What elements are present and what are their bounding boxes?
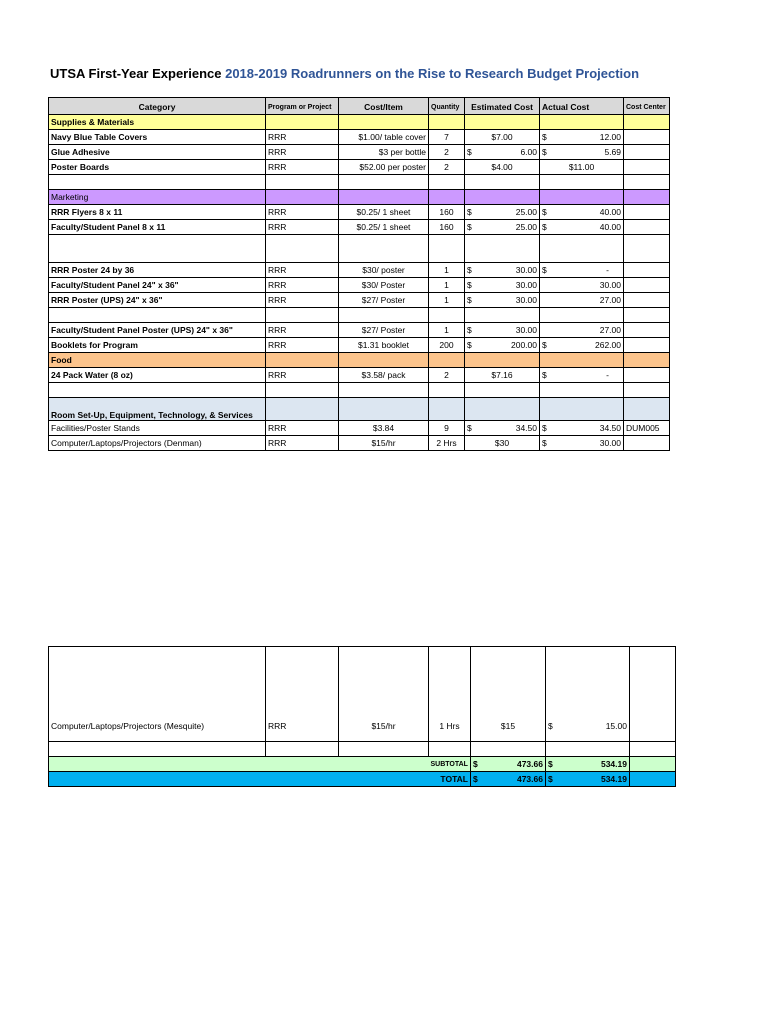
cell-act[interactable]: $ 40.00: [540, 220, 624, 235]
cell-program[interactable]: RRR: [266, 263, 339, 278]
cell-program[interactable]: RRR: [266, 293, 339, 308]
cell-category[interactable]: Booklets for Program: [49, 338, 266, 353]
spacer-row: [49, 383, 670, 398]
total-est[interactable]: $ 473.66: [470, 772, 545, 787]
col-program[interactable]: Program or Project: [266, 98, 339, 115]
table-row: [49, 647, 676, 742]
cell-act[interactable]: $ 34.50: [540, 421, 624, 436]
cell-qty[interactable]: 2: [429, 145, 465, 160]
cell-cost[interactable]: $52.00 per poster: [339, 160, 429, 175]
cell-program[interactable]: RRR: [266, 160, 339, 175]
cell-qty[interactable]: 200: [429, 338, 465, 353]
title-project: 2018-2019 Roadrunners on the Rise to Research Budget Projection: [225, 66, 640, 81]
cell-act[interactable]: 30.00: [540, 278, 624, 293]
cell-cc[interactable]: [624, 145, 670, 160]
cell-act[interactable]: $ 15.00: [545, 647, 629, 742]
cell-qty[interactable]: 9: [429, 421, 465, 436]
cell-cc[interactable]: [624, 205, 670, 220]
cell-act[interactable]: $ 5.69: [540, 145, 624, 160]
cell-category[interactable]: Faculty/Student Panel 8 x 11: [49, 220, 266, 235]
budget-table-continued: [48, 646, 676, 787]
cell-cc[interactable]: DUM005: [624, 421, 670, 436]
cell-est[interactable]: $ 30.00: [465, 263, 540, 278]
cell-qty[interactable]: 1: [429, 293, 465, 308]
cell-cost[interactable]: $1.31 booklet: [339, 338, 429, 353]
cell-est[interactable]: $ 34.50: [465, 421, 540, 436]
cell-program[interactable]: RRR: [266, 205, 339, 220]
cell-act[interactable]: $ -: [540, 263, 624, 278]
cell-cc[interactable]: [624, 338, 670, 353]
table-row: [49, 436, 670, 451]
header-row: [49, 98, 670, 115]
cell-cc[interactable]: [624, 220, 670, 235]
cell-qty[interactable]: 2: [429, 368, 465, 383]
cell-qty[interactable]: 7: [429, 130, 465, 145]
cell-cost[interactable]: $15/hr: [339, 647, 429, 742]
cell-qty[interactable]: 1: [429, 278, 465, 293]
cell-category[interactable]: Facilities/Poster Stands: [49, 421, 266, 436]
cell-cost[interactable]: $30/ poster: [339, 263, 429, 278]
col-category[interactable]: Category: [49, 98, 266, 115]
cell-est[interactable]: $7.00: [465, 130, 540, 145]
cell-cc[interactable]: [624, 160, 670, 175]
table-row: [49, 338, 670, 353]
spacer-row: [49, 308, 670, 323]
cell-program[interactable]: RRR: [266, 130, 339, 145]
section-label[interactable]: Food: [49, 353, 266, 368]
cell-category[interactable]: Faculty/Student Panel 24" x 36": [49, 278, 266, 293]
cell-qty[interactable]: 160: [429, 220, 465, 235]
col-quantity[interactable]: Quantity: [429, 98, 465, 115]
cell-program[interactable]: RRR: [266, 323, 339, 338]
subtotal-est[interactable]: $ 473.66: [470, 757, 545, 772]
cell-est[interactable]: $ 200.00: [465, 338, 540, 353]
cell-category[interactable]: Glue Adhesive: [49, 145, 266, 160]
cell-cc[interactable]: [624, 323, 670, 338]
cell-cc[interactable]: [624, 293, 670, 308]
cell-cc[interactable]: [624, 368, 670, 383]
section-room: [49, 398, 670, 421]
table-row: [49, 263, 670, 278]
cell-category[interactable]: RRR Poster (UPS) 24" x 36": [49, 293, 266, 308]
table-row: [49, 220, 670, 235]
col-cost-center[interactable]: Cost Center: [624, 98, 670, 115]
cell-category[interactable]: Computer/Laptops/Projectors (Denman): [49, 436, 266, 451]
cell-program[interactable]: RRR: [266, 220, 339, 235]
cell-act[interactable]: $ 262.00: [540, 338, 624, 353]
section-marketing: [49, 190, 670, 205]
cell-qty[interactable]: 2 Hrs: [429, 436, 465, 451]
subtotal-row: [49, 757, 676, 772]
section-supplies: [49, 115, 670, 130]
cell-program[interactable]: RRR: [266, 647, 339, 742]
subtotal-label: SUBTOTAL: [429, 757, 471, 772]
cell-act[interactable]: $ 30.00: [540, 436, 624, 451]
cell-cc[interactable]: [629, 647, 675, 742]
cell-est[interactable]: $ 30.00: [465, 278, 540, 293]
cell-cost[interactable]: $0.25/ 1 sheet: [339, 220, 429, 235]
col-estimated[interactable]: Estimated Cost: [465, 98, 540, 115]
cell-act[interactable]: $ 12.00: [540, 130, 624, 145]
cell-cc[interactable]: [624, 130, 670, 145]
cell-qty[interactable]: 160: [429, 205, 465, 220]
cell-program[interactable]: RRR: [266, 421, 339, 436]
cell-category[interactable]: Poster Boards: [49, 160, 266, 175]
cell-category[interactable]: Navy Blue Table Covers: [49, 130, 266, 145]
spacer-row: [49, 742, 676, 757]
table-row: [49, 130, 670, 145]
total-label: TOTAL: [429, 772, 471, 787]
section-food: [49, 353, 670, 368]
cell-act[interactable]: $ -: [540, 368, 624, 383]
cell-cost[interactable]: $1.00/ table cover: [339, 130, 429, 145]
cell-est[interactable]: $15: [470, 647, 545, 742]
cell-cost[interactable]: $30/ Poster: [339, 278, 429, 293]
cell-act[interactable]: 27.00: [540, 293, 624, 308]
cell-cc[interactable]: [624, 278, 670, 293]
cell-est[interactable]: $7.16: [465, 368, 540, 383]
cell-est[interactable]: $ 6.00: [465, 145, 540, 160]
cell-category[interactable]: Computer/Laptops/Projectors (Mesquite): [49, 647, 266, 742]
cell-cost[interactable]: $27/ Poster: [339, 293, 429, 308]
cell-qty[interactable]: 1: [429, 323, 465, 338]
cell-cost[interactable]: $3.84: [339, 421, 429, 436]
cell-est[interactable]: $30: [465, 436, 540, 451]
table-row: [49, 421, 670, 436]
cell-est[interactable]: $ 30.00: [465, 323, 540, 338]
cell-cc[interactable]: [624, 436, 670, 451]
cell-qty[interactable]: 1 Hrs: [429, 647, 471, 742]
cell-est[interactable]: $4.00: [465, 160, 540, 175]
cell-program[interactable]: RRR: [266, 278, 339, 293]
cell-qty[interactable]: 2: [429, 160, 465, 175]
table-row: [49, 293, 670, 308]
table-row: [49, 368, 670, 383]
table-row: [49, 323, 670, 338]
cell-act[interactable]: $ 40.00: [540, 205, 624, 220]
page-title: [50, 66, 639, 81]
cell-cost[interactable]: $27/ Poster: [339, 323, 429, 338]
cell-category[interactable]: RRR Flyers 8 x 11: [49, 205, 266, 220]
cell-program[interactable]: RRR: [266, 338, 339, 353]
cell-act[interactable]: 27.00: [540, 323, 624, 338]
subtotal-act[interactable]: $ 534.19: [545, 757, 629, 772]
table-row: [49, 205, 670, 220]
cell-program[interactable]: RRR: [266, 368, 339, 383]
section-label[interactable]: Marketing: [49, 190, 266, 205]
cell-category[interactable]: Faculty/Student Panel Poster (UPS) 24" x 36": [49, 323, 266, 338]
cell-est[interactable]: $ 25.00: [465, 205, 540, 220]
cell-act[interactable]: $11.00: [540, 160, 624, 175]
section-label[interactable]: Room Set-Up, Equipment, Technology, & Services: [49, 398, 266, 421]
budget-table: [48, 97, 670, 451]
spacer-row: [49, 235, 670, 263]
cell-cost[interactable]: $3.58/ pack: [339, 368, 429, 383]
total-row: [49, 772, 676, 787]
title-org: UTSA First-Year Experience: [50, 66, 226, 81]
table-row: [49, 160, 670, 175]
cell-program[interactable]: RRR: [266, 145, 339, 160]
cell-est[interactable]: $ 25.00: [465, 220, 540, 235]
table-row: [49, 278, 670, 293]
col-actual[interactable]: Actual Cost: [540, 98, 624, 115]
cell-cost[interactable]: $3 per bottle: [339, 145, 429, 160]
total-act[interactable]: $ 534.19: [545, 772, 629, 787]
cell-cost[interactable]: $15/hr: [339, 436, 429, 451]
cell-program[interactable]: RRR: [266, 436, 339, 451]
section-label[interactable]: Supplies & Materials: [49, 115, 266, 130]
cell-category[interactable]: RRR Poster 24 by 36: [49, 263, 266, 278]
cell-category[interactable]: 24 Pack Water (8 oz): [49, 368, 266, 383]
spacer-row: [49, 175, 670, 190]
table-row: [49, 145, 670, 160]
cell-qty[interactable]: 1: [429, 263, 465, 278]
col-cost-item[interactable]: Cost/Item: [339, 98, 429, 115]
cell-cost[interactable]: $0.25/ 1 sheet: [339, 205, 429, 220]
cell-cc[interactable]: [624, 263, 670, 278]
cell-est[interactable]: $ 30.00: [465, 293, 540, 308]
